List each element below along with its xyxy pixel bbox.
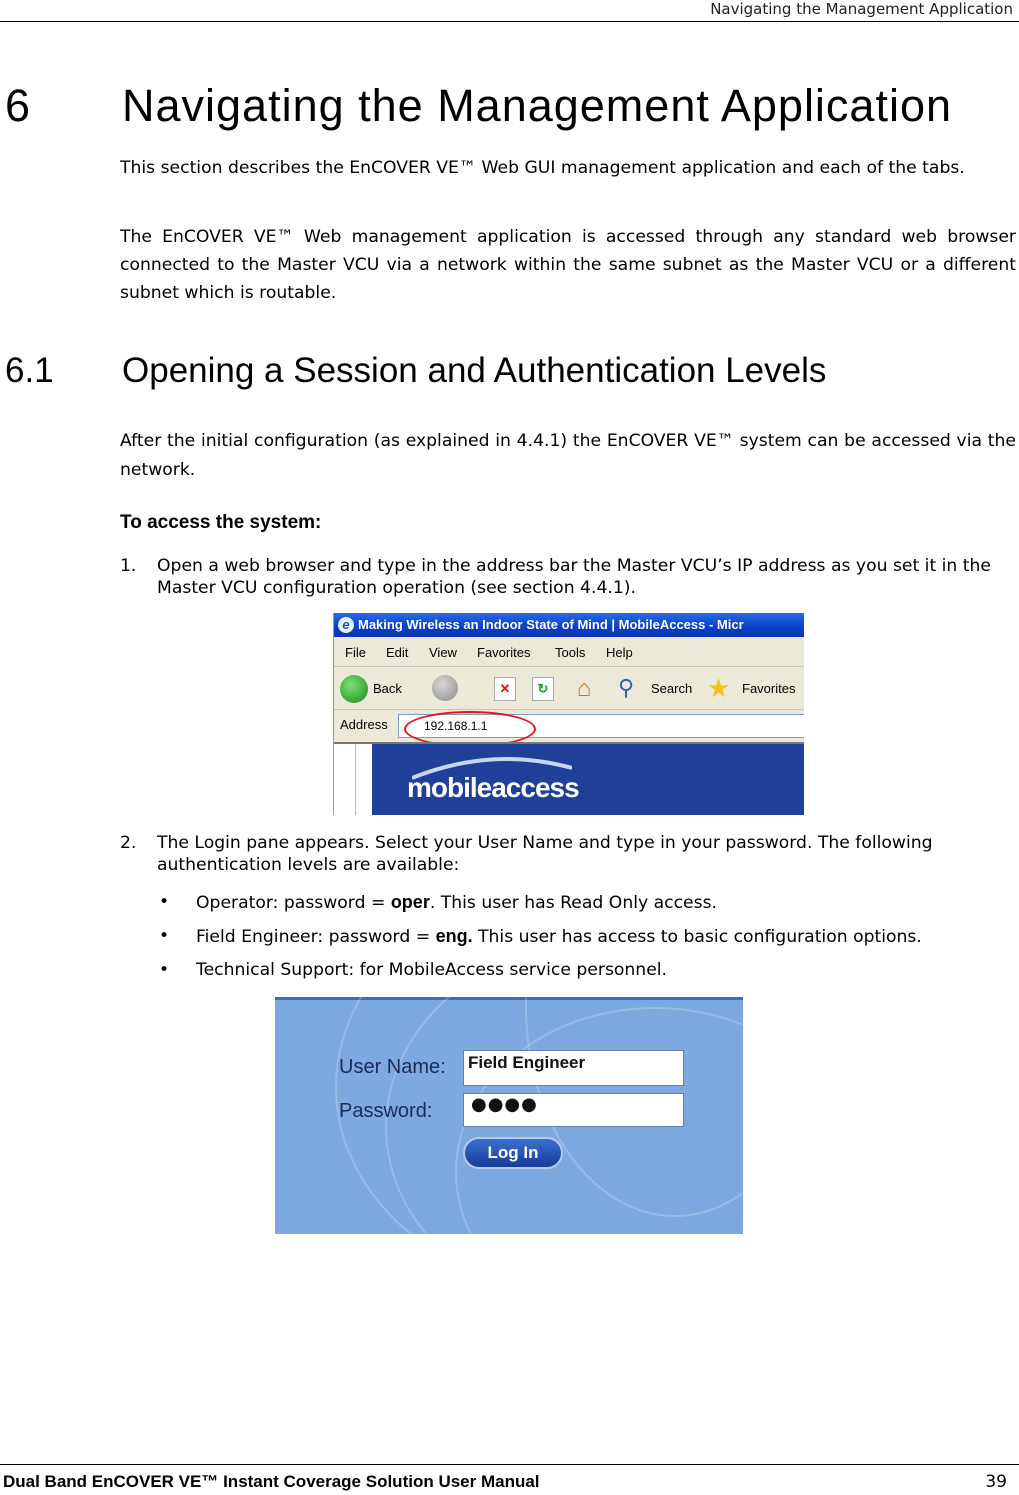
login-pane-screenshot — [275, 997, 743, 1234]
password-label: Password: — [339, 1100, 433, 1122]
bullet-text: . This user has Read Only access. — [429, 893, 717, 913]
bullet-dot: • — [159, 960, 170, 980]
step-marker: 2. — [120, 833, 137, 853]
password-value: ●●●● — [471, 1094, 538, 1115]
intro-paragraph-1: This section describes the EnCOVER VE™ Web GUI management application and each of the tabs. — [120, 158, 965, 178]
page-number: 39 — [985, 1472, 1007, 1492]
step-marker: 1. — [120, 556, 137, 576]
footer-rule — [0, 1464, 1019, 1465]
bullet-text: Operator: password = — [196, 893, 391, 913]
bullet-dot: • — [159, 892, 170, 912]
running-header: Navigating the Management Application — [710, 0, 1013, 18]
browser-screenshot — [333, 613, 804, 815]
engineer-password: eng. — [435, 926, 473, 946]
forward-button[interactable] — [432, 675, 458, 703]
browser-content-area — [334, 742, 804, 815]
bullet-text: Technical Support: for MobileAccess service personnel. — [196, 960, 668, 980]
chapter-title: Navigating the Management Application — [122, 80, 953, 131]
brand-logo: mobileaccess — [407, 772, 579, 803]
intro-paragraph-2: The EnCOVER VE™ Web management application is accessed through any standard web browser connected to the Master VCU via a network within the same subnet as the Master VCU or a different subnet which is routable. — [120, 227, 1016, 303]
browser-sidebar-strip — [334, 744, 356, 815]
search-icon: ⚲ — [618, 675, 635, 700]
step-text: Open a web browser and type in the address bar the Master VCU’s IP address as you set it in the Master VCU configuration operation (see section 4.4.1). — [157, 556, 991, 598]
username-field[interactable] — [463, 1050, 684, 1086]
section-paragraph: After the initial configuration (as explained in 4.4.1) the EnCOVER VE™ system can be accessed via the network. — [120, 431, 1016, 480]
forward-arrow-icon — [432, 675, 458, 701]
menu-help[interactable]: Help — [606, 645, 633, 660]
menu-edit[interactable]: Edit — [386, 645, 409, 660]
username-value: Field Engineer — [468, 1053, 586, 1072]
footer-title: Dual Band EnCOVER VE™ Instant Coverage Solution User Manual — [3, 1472, 540, 1491]
bullet-dot: • — [159, 926, 170, 946]
menu-view[interactable]: View — [429, 645, 457, 660]
search-label: Search — [651, 681, 693, 696]
bullet-text: This user has access to basic configuration options. — [472, 927, 922, 947]
internet-explorer-icon: e — [338, 617, 354, 633]
address-label: Address — [340, 717, 388, 732]
step-text: The Login pane appears. Select your User Name and type in your password. The following authentication levels are available: — [157, 833, 933, 875]
password-field[interactable] — [463, 1093, 684, 1127]
menu-favorites[interactable]: Favorites — [477, 645, 531, 660]
chapter-number: 6 — [5, 80, 32, 131]
favorites-label: Favorites — [742, 681, 796, 696]
menu-tools[interactable]: Tools — [555, 645, 586, 660]
procedure-heading: To access the system: — [120, 512, 322, 533]
mobileaccess-banner — [372, 744, 804, 815]
address-bar — [334, 711, 804, 741]
section-number: 6.1 — [5, 351, 54, 390]
star-icon: ★ — [707, 673, 731, 703]
stop-icon[interactable]: ✕ — [494, 677, 516, 701]
username-label: User Name: — [339, 1056, 446, 1078]
section-title: Opening a Session and Authentication Levels — [122, 351, 827, 390]
back-label: Back — [373, 681, 402, 696]
menu-file[interactable]: File — [345, 645, 366, 660]
browser-menu-bar — [334, 639, 804, 667]
browser-toolbar — [334, 668, 804, 710]
browser-window-title: Making Wireless an Indoor State of Mind | MobileAccess - Micr — [358, 617, 744, 632]
browser-title-bar — [334, 613, 804, 637]
operator-password: oper — [390, 892, 430, 912]
refresh-icon[interactable]: ↻ — [532, 677, 554, 701]
bullet-text: Field Engineer: password = — [196, 927, 436, 947]
address-value: 192.168.1.1 — [424, 719, 488, 733]
home-icon[interactable]: ⌂ — [576, 675, 592, 702]
login-button[interactable]: Log In — [463, 1137, 563, 1169]
header-rule — [0, 21, 1019, 22]
back-arrow-icon — [340, 675, 368, 703]
